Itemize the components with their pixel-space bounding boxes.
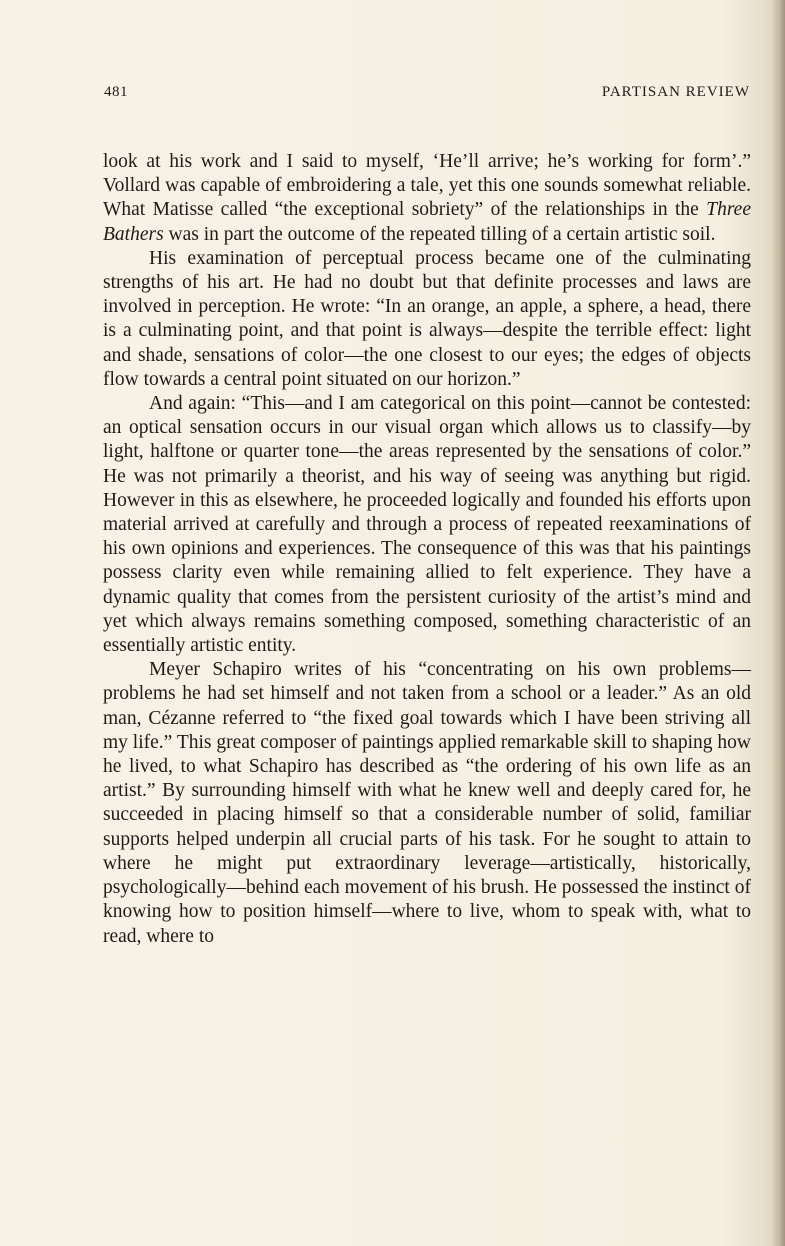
page-number: 481: [104, 84, 128, 100]
paragraph-2: His examination of perceptual process became one of the culminating strengths of his art. He had no doubt but that definite processes and laws are involved in perception. He wrote: “In an orange, an apple, a sphere, a head, there is a culminating point, and that point is always—despite the terrible effect: light and shade, sensations of color—the one closest to our eyes; the edges of objects flow towards a central point situated on our horizon.”: [103, 247, 751, 390]
paragraph-1: [103, 150, 751, 247]
paragraph-4: Meyer Schapiro writes of his “concentrating on his own problems—problems he had set himself and not taken from a school or a leader.” As an old man, Cézanne referred to “the fixed goal towards which I have been striving all my life.” This great composer of paintings applied remarkable skill to shaping how he lived, to what Schapiro has described as “the ordering of his own life as an artist.” By surrounding himself with what he knew well and deeply cared for, he succeeded in placing himself so that a considerable number of solid, familiar supports helped underpin all crucial parts of his task. For he sought to attain to where he might put extraordinary leverage—artistically, historically, psychologically—behind each movement of his brush. He possessed the instinct of knowing how to position himself—where to live, whom to speak with, what to read, where to: [103, 659, 751, 947]
artwork-title-three-bathers: Three Bathers: [103, 199, 751, 245]
page-binding-shadow: [771, 0, 785, 1246]
paragraph-1-text-a: look at his work and I said to myself, ‘He’ll arrive; he’s working for form’.” Vollard was capable of embroidering a tale, yet this one sounds somewhat reliable. What Matisse called “the exceptional sobriety” of the relationships in the: [103, 151, 751, 221]
paragraph-1-text-b: was in part the outcome of the repeated tilling of a certain artistic soil.: [163, 223, 716, 245]
running-head: [104, 84, 750, 108]
body-text: [103, 150, 751, 949]
journal-title: PARTISAN REVIEW: [601, 84, 750, 100]
paragraph-3: And again: “This—and I am categorical on this point—cannot be contested: an optical sensation occurs in our visual organ which allows us to classify—by light, halftone or quarter tone—the areas represented by the sensations of color.” He was not primarily a theorist, and his way of seeing was anything but rigid. However in this as elsewhere, he proceeded logically and founded his efforts upon material arrived at carefully and through a process of repeated reexaminations of his own opinions and experiences. The consequence of this was that his paintings possess clarity even while remaining allied to felt experience. They have a dynamic quality that comes from the persistent curiosity of the artist’s mind and yet which always remains something composed, something characteristic of an essentially artistic entity.: [103, 393, 751, 657]
